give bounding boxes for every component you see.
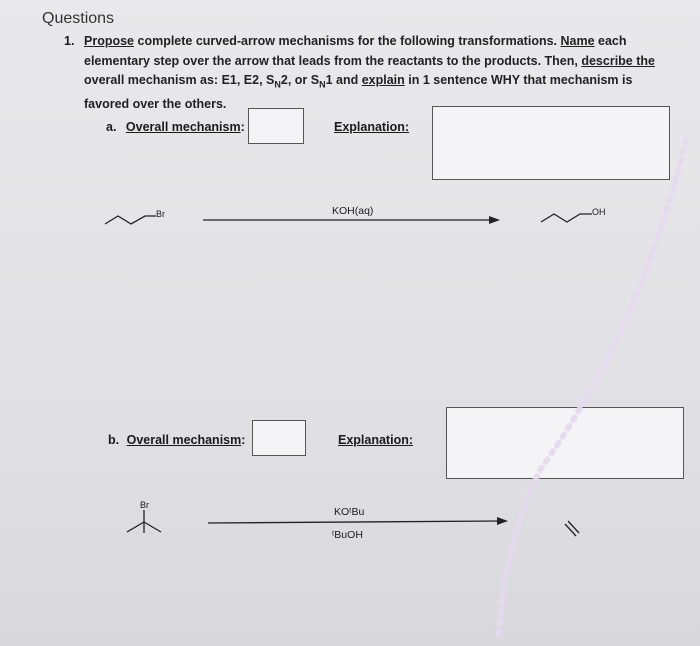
part-a-letter: a. bbox=[106, 120, 117, 134]
instruction-text: each elementary step over the arrow that leads from the reactants to the products. Then, bbox=[84, 34, 627, 68]
instruction-text: overall mechanism as: E1, E2, S bbox=[84, 73, 275, 87]
part-a-explanation-colon: : bbox=[404, 120, 410, 134]
keyword-propose: Propose bbox=[84, 34, 135, 48]
instruction-text: complete curved-arrow mechanisms for the following transformations. bbox=[134, 34, 561, 48]
instruction-text: 1 and bbox=[325, 73, 362, 87]
part-b-explanation-colon: : bbox=[408, 433, 414, 447]
part-b-colon: : bbox=[241, 433, 246, 447]
part-a-reactant-br-label: Br bbox=[156, 209, 165, 219]
keyword-explain: explain bbox=[361, 73, 405, 87]
part-b-arrowhead bbox=[497, 517, 508, 525]
keyword-describe: describe the bbox=[581, 53, 655, 68]
part-a-product-structure bbox=[541, 214, 592, 222]
question-number: 1. bbox=[64, 34, 75, 48]
subscript-n: N bbox=[274, 79, 281, 90]
part-b-reactant-br-label: Br bbox=[140, 500, 149, 510]
part-a-product-oh-label: OH bbox=[592, 207, 606, 217]
part-a-mechanism-label: Overall mechanism bbox=[125, 120, 241, 134]
keyword-name: Name bbox=[560, 34, 595, 48]
part-b-mechanism-label: Overall mechanism bbox=[126, 433, 242, 447]
part-b-reagent-top: KOᵗBu bbox=[334, 506, 365, 518]
page-title: Questions bbox=[42, 10, 115, 27]
part-b-product-structure bbox=[565, 521, 579, 536]
binder-edge-curve bbox=[498, 140, 686, 640]
part-a-explanation-text: Explanation bbox=[334, 120, 405, 134]
part-a-reactant-structure bbox=[105, 216, 156, 224]
instruction-text: 2, or S bbox=[280, 73, 320, 87]
part-a-arrowhead bbox=[489, 216, 500, 224]
part-b-letter: b. bbox=[108, 433, 120, 447]
instruction-text: in 1 sentence WHY that mechanism is favored over the others. bbox=[84, 73, 633, 111]
part-b-reaction-arrow bbox=[208, 521, 502, 523]
part-b-reagent-bottom: ᵗBuOH bbox=[332, 529, 363, 541]
subscript-n: N bbox=[319, 79, 326, 90]
part-a-reagent: KOH(aq) bbox=[332, 205, 374, 217]
part-b-reactant-structure bbox=[127, 510, 161, 533]
part-b-explanation-text: Explanation bbox=[338, 433, 409, 447]
part-a-colon: : bbox=[240, 120, 245, 134]
